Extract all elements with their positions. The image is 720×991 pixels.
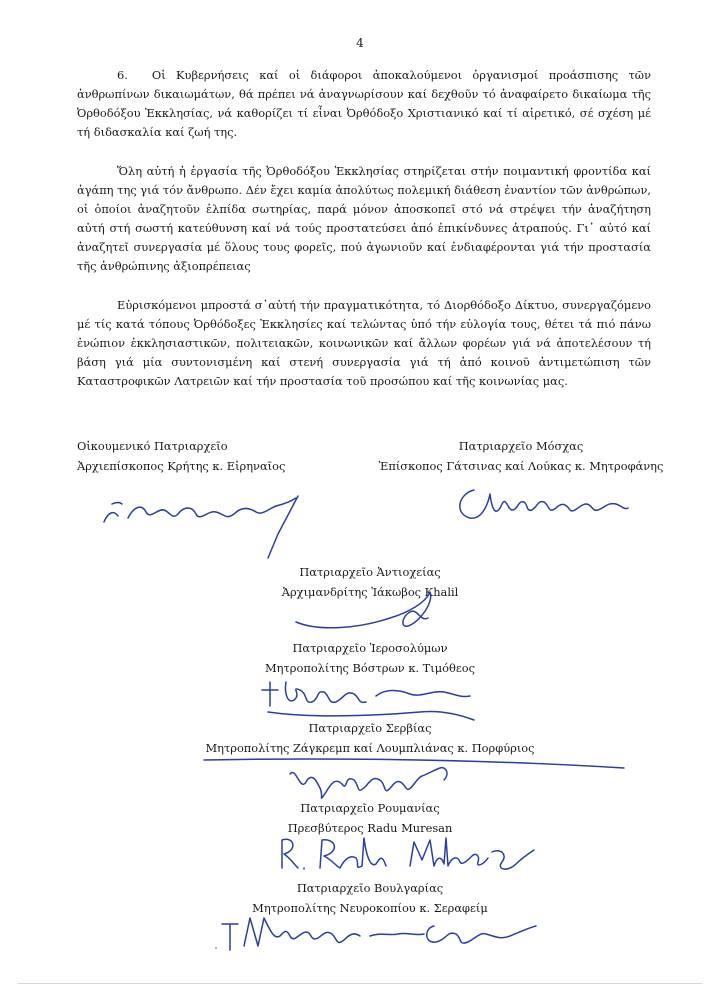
paragraph-number: 6. xyxy=(117,68,128,82)
signer-name: Μητροπολίτης Νευροκοπίου κ. Σεραφείμ xyxy=(252,901,488,915)
signatory-moscow xyxy=(371,436,671,476)
patriarchate-name: Πατριαρχεῖο Μόσχας xyxy=(458,439,584,453)
signer-name: Ἐπίσκοπος Γάτσινας καί Λούκας κ. Μητροφάνης xyxy=(378,459,664,473)
patriarchate-name: Πατριαρχεῖο Ἀντιοχείας xyxy=(299,565,441,579)
paragraph-pastoral: Ὅλη αὐτή ἡ ἐργασία τῆς Ὀρθοδόξου Ἐκκλησίας στηρίζεται στήν ποιμαντική φροντίδα καί ἀγάπη της γιά τόν ἄνθρωπο. Δέν ἔχει καμία ἀπολύτως πολεμική διάθεση ἐναντίον τῶν ἀνθρώπων, οἱ ὁποίοι ἀναζητοῦν ἐλπίδα σωτηρίας, παρά μόνον ἀποσκοπεῖ στό νά στρέψει τήν ἀναζήτηση αὐτή στή σωστή κατεύθυνση καί νά τούς προστατεύσει ἀπό ἐπικίνδυνες ἀτραπούς. Γι᾽ αὐτό καί ἀναζητεῖ συνεργασία μέ ὅλους τους φορεῖς, πού ἀγωνιοῦν καί ἐνδιαφέρονται γιά τήν προστασία τῆς ἀνθρώπινης ἀξιοπρέπειας xyxy=(77,164,651,273)
signer-name: Μητροπολίτης Ζάγκρεμπ καί Λουμπλιάνας κ. Πορφύριος xyxy=(205,741,535,755)
signature-mitrofan xyxy=(452,480,632,530)
signer-name: Πρεσβύτερος Radu Muresan xyxy=(287,821,453,835)
patriarchate-name: Πατριαρχεῖο Ἰεροσολύμων xyxy=(292,641,448,655)
signer-name: Ἀρχιμανδρίτης Ἰάκωβος Khalil xyxy=(281,585,459,599)
signature-antioch xyxy=(290,582,470,642)
signer-name: Μητροπολίτης Βόστρων κ. Τιμόθεος xyxy=(264,661,475,675)
paragraph-network: Εὑρισκόμενοι μπροστά σ᾽αὐτή τήν πραγματικότητα, τό Διορθόδοξο Δίκτυο, συνεργαζόμενο μέ τίς κατά τόπους Ὀρθόδοξες Ἐκκλησίες καί τελώντας ὑπό τήν εὐλογία τους, θέτει τά πιό πάνω ἐνώπιον ἐκκλησιαστικῶν, πολιτειακῶν, κοινωνικῶν καί ἄλλων φορέων γιά νά ἀποτελέσουν τή βάση γιά μία συντονισμένη καί στενή συνεργασία γιά τή ἀπό κοινοῦ ἀντιμετώπιση τῶν Καταστροφικῶν Λατρειῶν καί τήν προστασία τοῦ προσώπου καί τῆς κοινωνίας μας. xyxy=(77,298,651,388)
patriarchate-name: Πατριαρχεῖο Σερβίας xyxy=(308,721,432,735)
body-text xyxy=(77,66,651,411)
page-number: 4 xyxy=(356,36,364,50)
signer-name: Ἀρχιεπίσκοπος Κρήτης κ. Εἰρηναῖος xyxy=(77,459,286,473)
patriarchate-name: Οἰκουμενικό Πατριαρχεῖο xyxy=(77,439,228,453)
patriarchate-name: Πατριαρχεῖο Ρουμανίας xyxy=(300,801,440,815)
signatory-ecumenical xyxy=(77,436,285,476)
bottom-rule xyxy=(18,983,702,984)
paragraph-6 xyxy=(77,66,651,142)
paragraph-text: Οἱ Κυβερνήσεις καί οἱ διάφοροι ἀποκαλούμενοι ὀργανισμοί προάσπισης τῶν ἀνθρωπίνων δικαιωμάτων, θά πρέπει νά ἀναγνωρίσουν καί δεχθοῦν τό ἀναφαίρετο δικαίωμα τῆς Ὀρθοδόξου Ἐκκλησίας, νά καθορίζει τί εἶναι Ὀρθόδοξο Χριστιανικό καί τί αἱρετικό, σέ σχέση μέ τή διδασκαλία καί ζωή της. xyxy=(77,68,651,139)
signature-nevrokopi xyxy=(210,906,540,966)
signature-crete xyxy=(100,484,320,574)
patriarchate-name: Πατριαρχεῖο Βουλγαρίας xyxy=(296,881,444,895)
